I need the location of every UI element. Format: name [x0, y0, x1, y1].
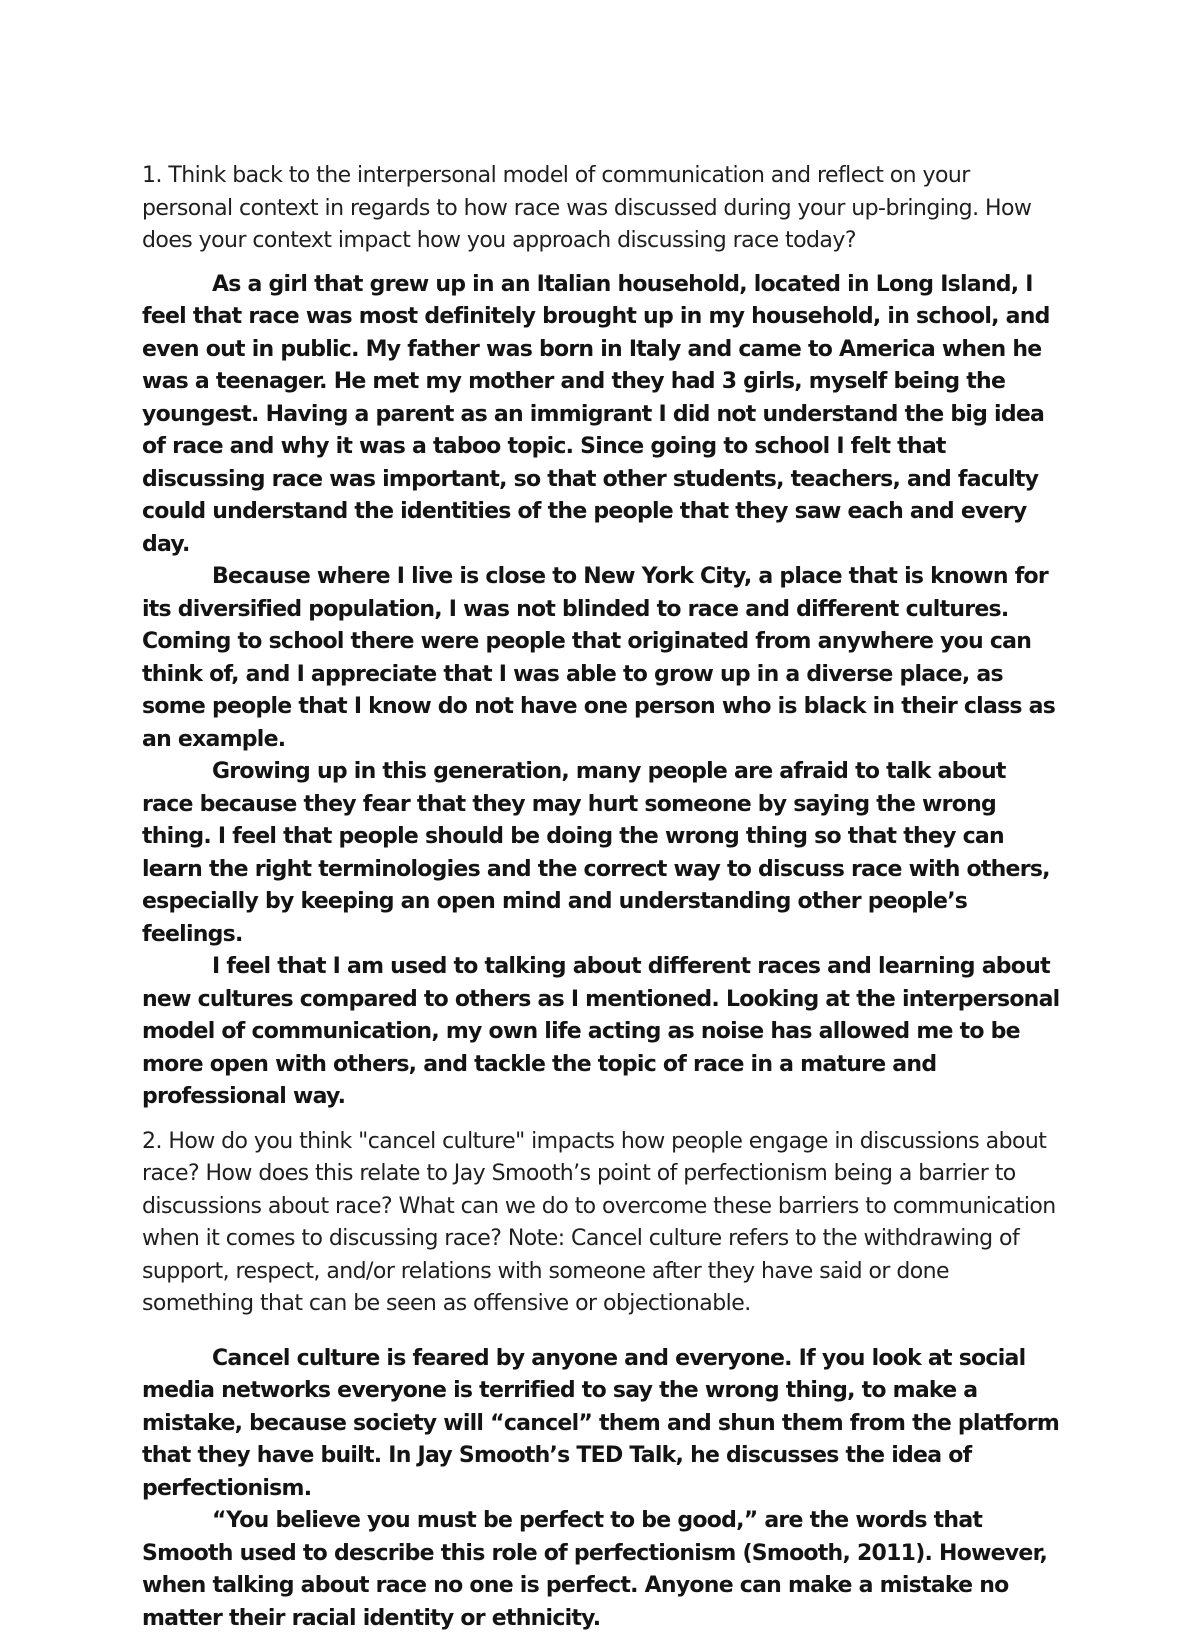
answer-1-paragraph: I feel that I am used to talking about different races and learning about new cultures compared to others as I mentioned. Looking at the interpersonal model of communication, my own life acting as noise has allowed me to be more open with others, and tackle the topic of race in a mature and professional way.	[142, 951, 1060, 1114]
answer-2	[142, 1343, 1060, 1635]
answer-1-paragraph: As a girl that grew up in an Italian household, located in Long Island, I feel that race was most definitely brought up in my household, in school, and even out in public. My father was born in Italy and came to America when he was a teenager. He met my mother and they had 3 girls, myself being the youngest. Having a parent as an immigrant I did not understand the big idea of race and why it was a taboo topic. Since going to school I felt that discussing race was important, so that other students, teachers, and faculty could understand the identities of the people that they saw each and every day.	[142, 269, 1060, 562]
answer-2-paragraph: “You believe you must be perfect to be good,” are the words that Smooth used to describe this role of perfectionism (Smooth, 2011). However, when talking about race no one is perfect. Anyone can make a mistake no matter their racial identity or ethnicity.	[142, 1505, 1060, 1635]
question-2: 2. How do you think "cancel culture" impacts how people engage in discussions about race? How does this relate to Jay Smooth’s point of perfectionism being a barrier to discussions about race? What can we do to overcome these barriers to communication when it comes to discussing race? Note: Cancel culture refers to the withdrawing of support, respect, and/or relations with someone after they have said or done something that can be seen as offensive or objectionable.	[142, 1126, 1060, 1321]
answer-1-paragraph: Growing up in this generation, many people are afraid to talk about race because they fear that they may hurt someone by saying the wrong thing. I feel that people should be doing the wrong thing so that they can learn the right terminologies and the correct way to discuss race with others, especially by keeping an open mind and understanding other people’s feelings.	[142, 756, 1060, 951]
answer-2-paragraph: Cancel culture is feared by anyone and everyone. If you look at social media networks everyone is terrified to say the wrong thing, to make a mistake, because society will “cancel” them and shun them from the platform that they have built. In Jay Smooth’s TED Talk, he discusses the idea of perfectionism.	[142, 1343, 1060, 1506]
question-1: 1. Think back to the interpersonal model of communication and reflect on your personal context in regards to how race was discussed during your up-bringing. How does your context impact how you approach discussing race today?	[142, 160, 1060, 258]
answer-1-paragraph: Because where I live is close to New York City, a place that is known for its diversified population, I was not blinded to race and different cultures. Coming to school there were people that originated from anywhere you can think of, and I appreciate that I was able to grow up in a diverse place, as some people that I know do not have one person who is black in their class as an example.	[142, 561, 1060, 756]
answer-1	[142, 269, 1060, 1114]
